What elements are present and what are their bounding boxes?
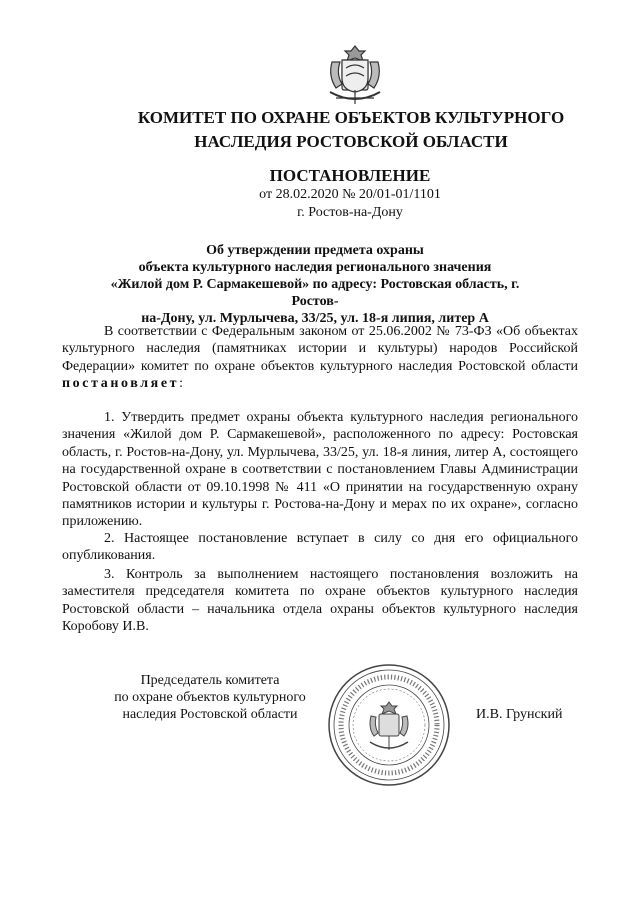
official-seal-icon bbox=[326, 662, 452, 788]
subject-line3: «Жилой дом Р. Сармакешевой» по адресу: Ростовская область, г. Ростов- bbox=[110, 277, 520, 309]
preamble-text: В соответствии с Федеральным законом от 25.06.2002 № 73-ФЗ «Об объектах культурного наследия (памятниках истории и культуры) народов Российской Федерации» комитет по охране объектов культурного наследия Ростовской области bbox=[62, 324, 578, 374]
item-text: 3. Контроль за выполнением настоящего постановления возложить на заместителя председателя комитета по охране объектов культурного наследия Ростовской области – начальника отдела охраны объектов культурного наследия Коробову И.В. bbox=[62, 567, 578, 635]
organization-header bbox=[0, 106, 640, 154]
signatory-title bbox=[90, 672, 330, 723]
subject-line1: Об утверждении предмета охраны bbox=[206, 243, 424, 258]
item-2 bbox=[62, 530, 578, 565]
signatory-title-line3: наследия Ростовской области bbox=[122, 707, 298, 722]
org-name-line1: КОМИТЕТ ПО ОХРАНЕ ОБЪЕКТОВ КУЛЬТУРНОГО bbox=[137, 108, 565, 127]
document-subject bbox=[90, 242, 540, 327]
item-1 bbox=[62, 409, 578, 531]
item-3 bbox=[62, 566, 578, 636]
subject-line4: на-Дону, ул. Мурлычева, 33/25, ул. 18-я липия, литер А bbox=[141, 311, 489, 326]
item-text: 1. Утвердить предмет охраны объекта культурного наследия регионального значения «Жилой дом Р. Сармакешевой», расположенного по адресу: Ростовская область, г. Ростов-на-Дону, ул. Мурлычева, 33/25, ул. 18-я линия, литер А, состоящего на государственной охране в соответствии с постановлением Главы Администрации Ростовской области от 09.10.1998 № 411 «О принятии на государственную охрану памятников истории и культуры г. Ростова-на-Дону и мерах по их охране», согласно приложению. bbox=[62, 410, 578, 530]
signatory-title-line2: по охране объектов культурного bbox=[114, 690, 306, 705]
document-date-number: от 28.02.2020 № 20/01-01/1101 bbox=[259, 187, 441, 202]
signatory-title-line1: Председатель комитета bbox=[140, 673, 280, 688]
coat-of-arms-icon bbox=[322, 42, 388, 108]
signatory-name: И.В. Грунский bbox=[476, 707, 563, 722]
preamble bbox=[62, 323, 578, 393]
subject-line2: объекта культурного наследия регионального значения bbox=[138, 260, 492, 275]
item-text: 2. Настоящее постановление вступает в силу со дня его официального опубликования. bbox=[62, 531, 578, 564]
decree-colon: : bbox=[179, 376, 184, 392]
document-city: г. Ростов-на-Дону bbox=[297, 205, 403, 220]
document-type: ПОСТАНОВЛЕНИЕ bbox=[269, 166, 431, 185]
decree-word: постановляет bbox=[62, 376, 180, 392]
org-name-line2: НАСЛЕДИЯ РОСТОВСКОЙ ОБЛАСТИ bbox=[194, 132, 508, 151]
